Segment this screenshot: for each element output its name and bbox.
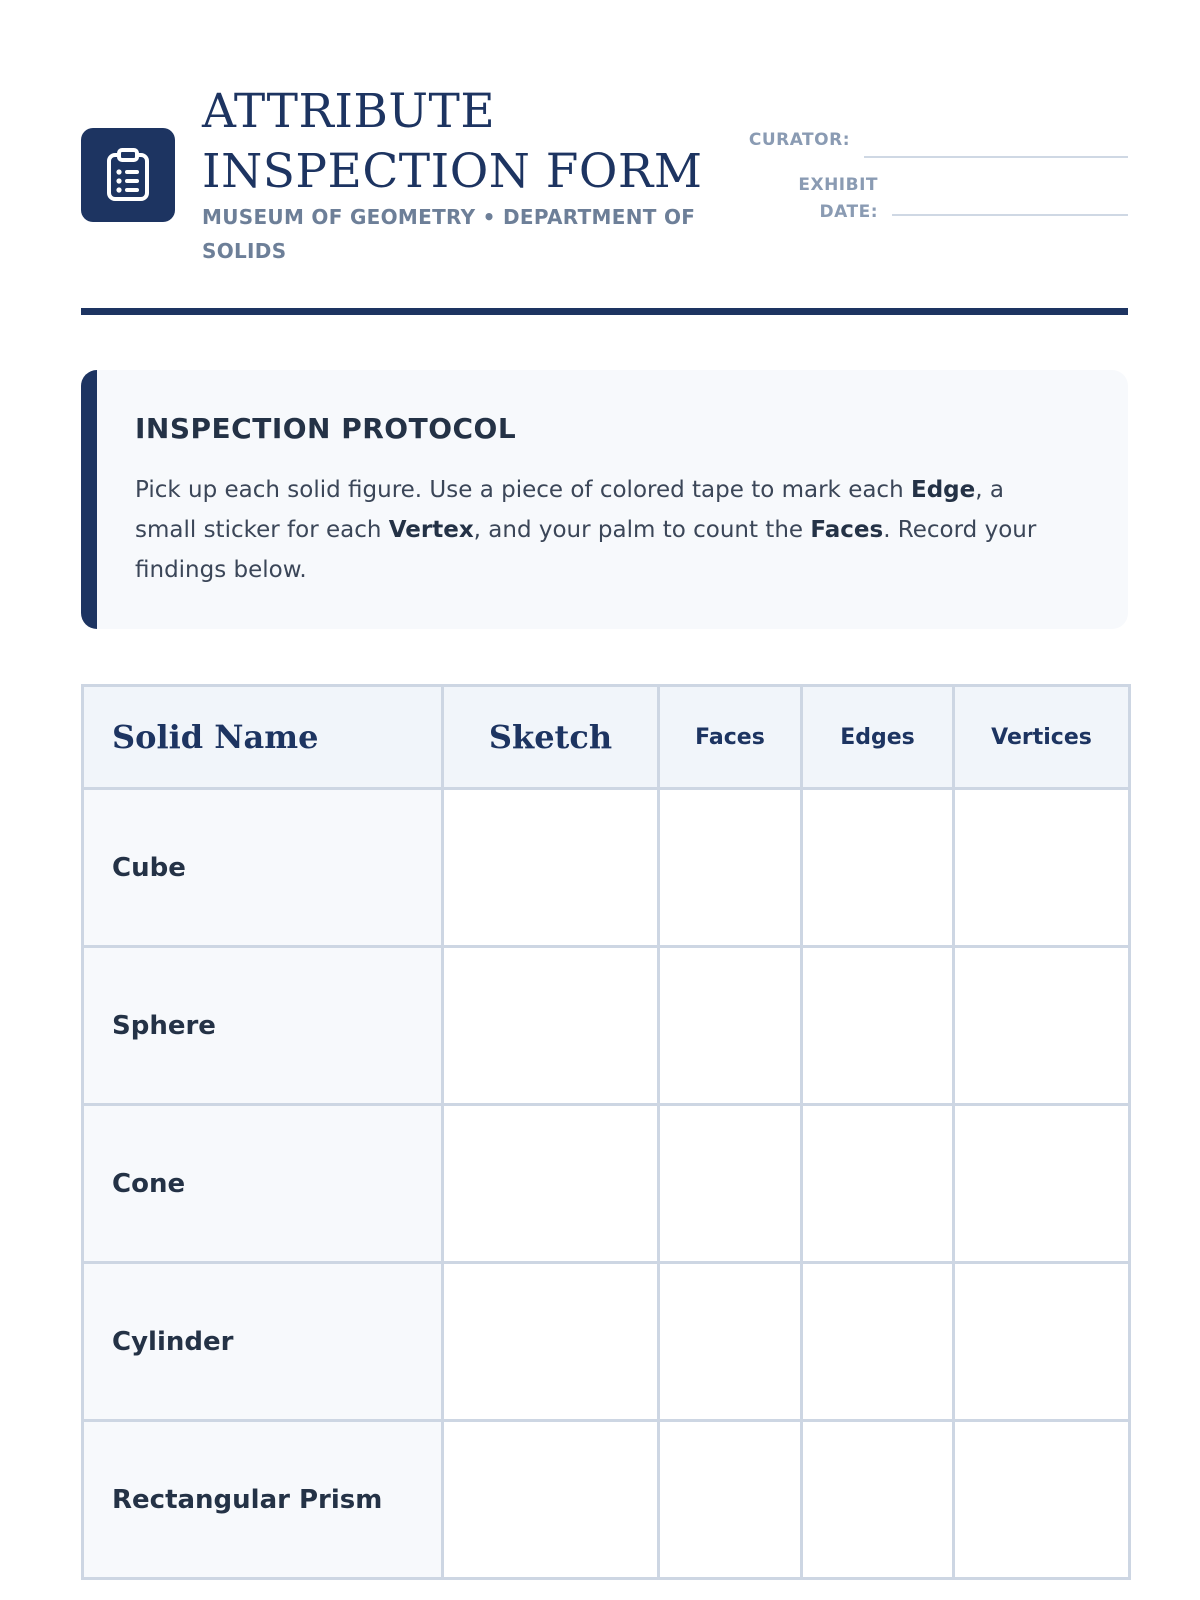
protocol-title: INSPECTION PROTOCOL — [135, 412, 517, 445]
vertices-cell[interactable] — [954, 1105, 1130, 1263]
header-faces: Faces — [659, 686, 802, 789]
table-row — [83, 947, 1130, 1105]
solid-name-cell: Cylinder — [83, 1263, 443, 1421]
form-subtitle: MUSEUM OF GEOMETRY • DEPARTMENT OF SOLIDS — [202, 205, 696, 263]
edges-cell[interactable] — [802, 1263, 954, 1421]
solid-name-cell: Cone — [83, 1105, 443, 1263]
title-line-2: INSPECTION FORM — [202, 144, 703, 199]
curator-field[interactable] — [864, 156, 1128, 158]
header-divider — [81, 308, 1128, 315]
faces-cell[interactable] — [659, 947, 802, 1105]
table-row — [83, 1421, 1130, 1579]
vertices-cell[interactable] — [954, 789, 1130, 947]
table-row — [83, 1105, 1130, 1263]
protocol-text-part: . Record your findings below. — [135, 517, 1037, 583]
edge-term: Edge — [910, 477, 976, 503]
faces-cell[interactable] — [659, 1421, 802, 1579]
curator-label: CURATOR: — [748, 130, 850, 150]
faces-term: Faces — [810, 517, 884, 543]
attribute-table-wrapper — [81, 684, 1131, 1580]
sketch-cell[interactable] — [443, 1421, 659, 1579]
attribute-table — [81, 684, 1131, 1580]
table-row — [83, 1263, 1130, 1421]
edges-cell[interactable] — [802, 1105, 954, 1263]
header-solid-name: Solid Name — [83, 686, 443, 789]
header-sketch: Sketch — [443, 686, 659, 789]
exhibit-date-label — [760, 172, 878, 226]
protocol-text-part: Pick up each solid figure. Use a piece of colored tape to mark each — [135, 477, 911, 503]
protocol-box — [81, 370, 1128, 629]
edges-cell[interactable] — [802, 947, 954, 1105]
faces-cell[interactable] — [659, 789, 802, 947]
form-title — [202, 82, 702, 202]
protocol-text-part: , a small sticker for each — [135, 477, 1004, 543]
table-row — [83, 789, 1130, 947]
header-edges: Edges — [802, 686, 954, 789]
vertex-term: Vertex — [388, 517, 474, 543]
protocol-text — [135, 470, 1065, 590]
sketch-cell[interactable] — [443, 789, 659, 947]
edges-cell[interactable] — [802, 789, 954, 947]
clipboard-icon — [105, 148, 151, 202]
exhibit-label-line-2: DATE: — [819, 202, 878, 222]
faces-cell[interactable] — [659, 1105, 802, 1263]
vertices-cell[interactable] — [954, 1263, 1130, 1421]
header-vertices: Vertices — [954, 686, 1130, 789]
solid-name-cell: Rectangular Prism — [83, 1421, 443, 1579]
sketch-cell[interactable] — [443, 1105, 659, 1263]
sketch-cell[interactable] — [443, 947, 659, 1105]
vertices-cell[interactable] — [954, 1421, 1130, 1579]
exhibit-date-field[interactable] — [892, 214, 1128, 216]
solid-name-cell: Sphere — [83, 947, 443, 1105]
exhibit-label-line-1: EXHIBIT — [798, 175, 878, 195]
vertices-cell[interactable] — [954, 947, 1130, 1105]
faces-cell[interactable] — [659, 1263, 802, 1421]
protocol-text-part: , and your palm to count the — [473, 517, 811, 543]
solid-name-cell: Cube — [83, 789, 443, 947]
title-line-1: ATTRIBUTE — [202, 84, 496, 139]
sketch-cell[interactable] — [443, 1263, 659, 1421]
table-header-row — [83, 686, 1130, 789]
logo-badge — [81, 128, 175, 222]
edges-cell[interactable] — [802, 1421, 954, 1579]
